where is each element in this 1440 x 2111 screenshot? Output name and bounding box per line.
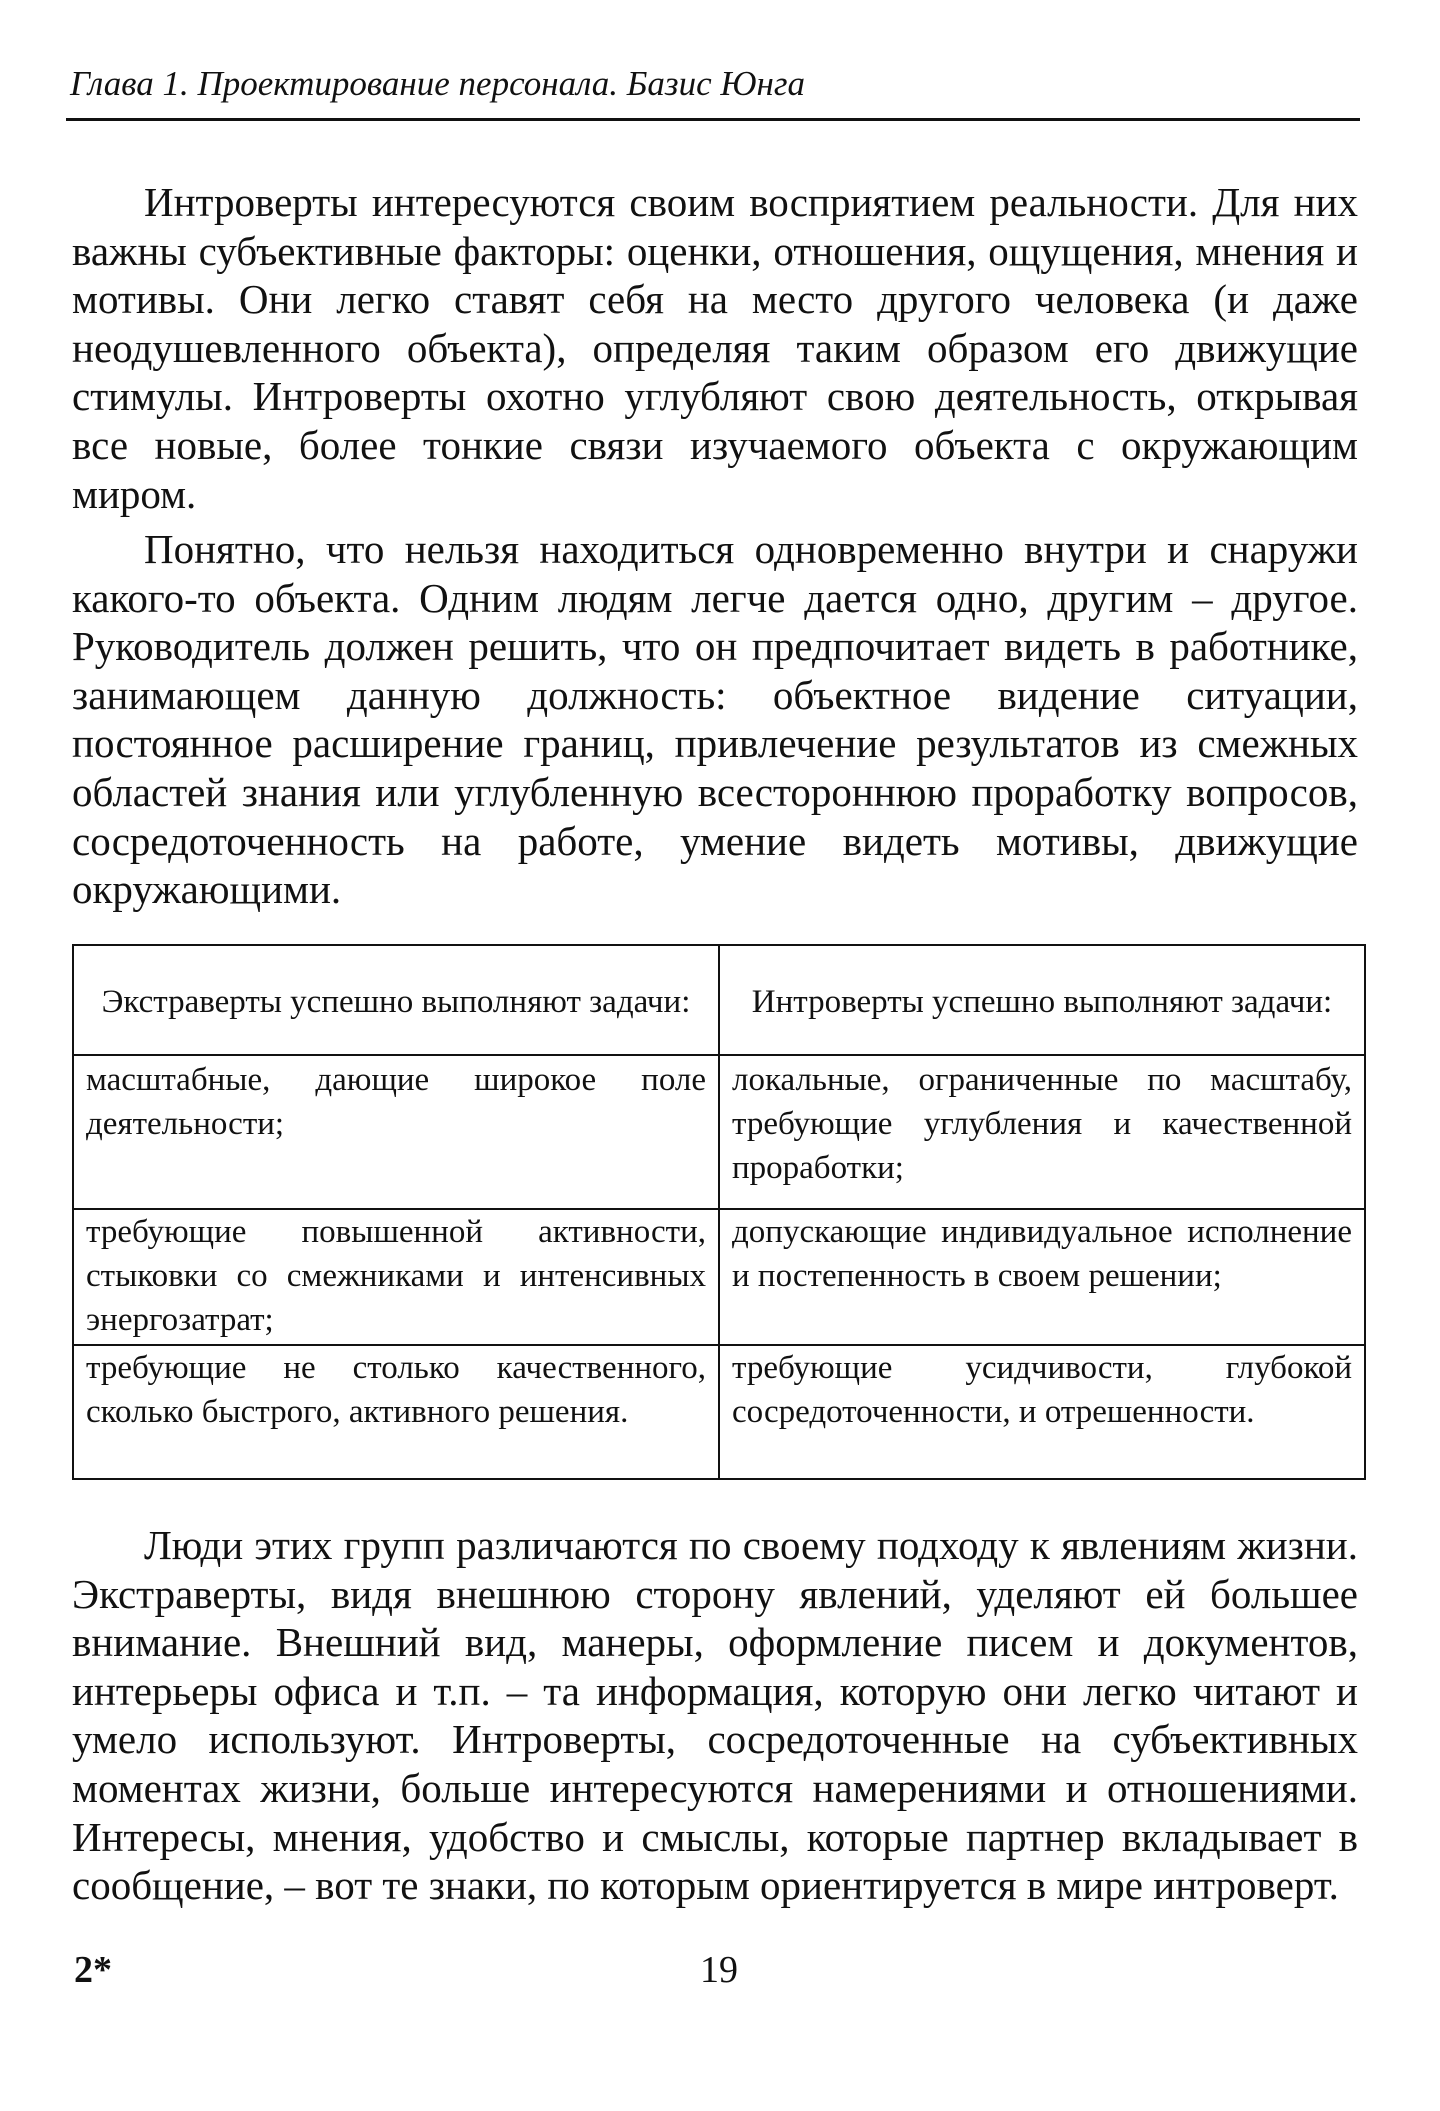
table-cell-introverts: допускающие индивидуальное исполнение и постепенность в своем решении; (719, 1209, 1365, 1345)
table-header-row (73, 945, 1365, 1055)
comparison-table (72, 944, 1366, 1480)
table-row (73, 1055, 1365, 1209)
table-cell-introverts: локальные, ограниченные по масштабу, требующие углубления и качественной проработки; (719, 1055, 1365, 1209)
header-extraverts: Экстраверты успешно выполняют задачи: (73, 945, 719, 1055)
paragraph-introverts: Интроверты интересуются своим восприятием реальности. Для них важны субъективные факторы: оценки, отношения, ощущения, мнения и мотивы. Они легко ставят себя на место другого человека (и даже неодушевленного объекта), определяя таким образом его движущие стимулы. Интроверты охотно углубляют свою деятельность, открывая все новые, более тонкие связи изучаемого объекта с окружающим миром. (72, 179, 1358, 517)
table-cell-introverts: требующие усидчивости, глубокой сосредоточенности, и отрешенности. (719, 1345, 1365, 1479)
table-cell-extraverts: требующие не столько качественного, сколько быстрого, активного решения. (73, 1345, 719, 1479)
header-rule (66, 118, 1360, 121)
paragraph-groups-differ: Люди этих групп различаются по своему подходу к явлениям жизни. Экстраверты, видя внешнюю сторону явлений, уделяют ей большее внимание. Внешний вид, манеры, оформление писем и документов, интерьеры офиса и т.п. – та информация, которую они легко читают и умело используют. Интроверты, сосредоточенные на субъективных моментах жизни, больше интересуются намерениями и отношениями. Интересы, мнения, удобство и смыслы, которые партнер вкладывает в сообщение, – вот те знаки, по которым ориентируется в мире интроверт. (72, 1522, 1358, 1909)
table-row (73, 1209, 1365, 1345)
table-cell-extraverts: требующие повышенной активности, стыковки со смежниками и интенсивных энергозатрат; (73, 1209, 719, 1345)
page-number: 19 (700, 1949, 738, 1991)
paragraph-manager-choice: Понятно, что нельзя находиться одновременно внутри и снаружи какого-то объекта. Одним людям легче дается одно, другим – другое. Руководитель должен решить, что он предпочитает видеть в работнике, занимающем данную должность: объектное видение ситуации, постоянное расширение границ, привлечение результатов из смежных областей знания или углубленную всестороннюю проработку вопросов, сосредоточенность на работе, умение видеть мотивы, движущие окружающими. (72, 526, 1358, 913)
running-head: Глава 1. Проектирование персонала. Базис Юнга (70, 64, 806, 103)
table-cell-extraverts: масштабные, дающие широкое поле деятельности; (73, 1055, 719, 1209)
signature-mark: 2* (74, 1949, 112, 1991)
header-introverts: Интроверты успешно выполняют задачи: (719, 945, 1365, 1055)
table-row (73, 1345, 1365, 1479)
